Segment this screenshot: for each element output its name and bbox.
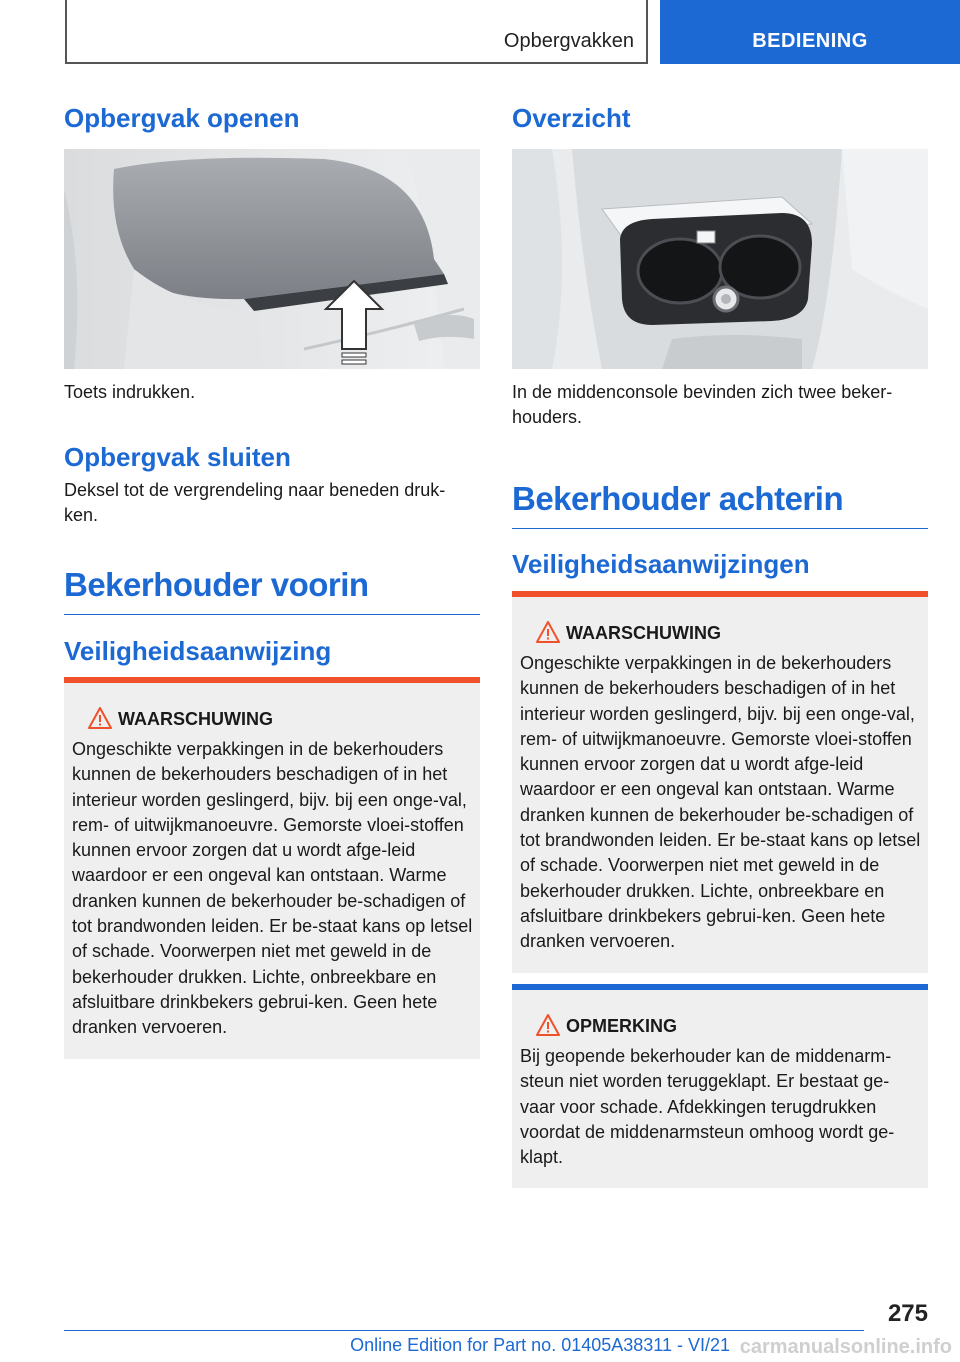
warning-triangle-icon [536, 1014, 560, 1036]
footer-edition: Online Edition for Part no. 01405A38311 - VI/21 [350, 1335, 730, 1355]
page-number: 275 [887, 1300, 928, 1327]
warning-triangle-icon [88, 707, 112, 729]
front-warning-box [64, 677, 480, 1059]
note-header [520, 1014, 920, 1038]
header-chapter-title: BEDIENING [752, 30, 868, 52]
warning-text: Ongeschikte verpakkingen in de bekerhouders kunnen de bekerhouders beschadigen of in het interieur worden geslingerd, bijv. bij een onge-val, rem- of uitwijkmanoeuvre. Gemorste vloei-stoffen kunnen ervoor zorgen dat u wordt afge-leid waardoor er een ongeval kan ontstaan. Warme dranken kunnen de bekerhouder be-schadigen of tot brandwonden leiden. Er be-staat kans op letsel of schade. Voorwerpen niet met geweld in de bekerhouder drukken. Lichte, onbreekbare en afsluitbare drinkbekers gebrui-ken. Geen hete dranken vervoeren. [520, 653, 921, 952]
note-text: Bij geopende bekerhouder kan de middenarm-steun niet worden teruggeklapt. Er bestaat ge-vaar voor schade. Afdekkingen terugdrukken voordat de middenarmsteun omhoog wordt ge-klapt. [520, 1046, 895, 1168]
note-title: OPMERKING [566, 1016, 678, 1036]
note-box [512, 984, 928, 1188]
header-section-tab [65, 0, 648, 64]
console-photo [512, 149, 928, 369]
warning-header [72, 707, 472, 731]
warning-triangle-icon [536, 621, 560, 643]
watermark: carmanualsonline.info [739, 1336, 952, 1358]
open-caption: Toets indrukken. [64, 382, 196, 402]
header-chapter-tab [660, 0, 960, 64]
overview-caption: In de middenconsole bevinden zich twee beker-houders. [512, 382, 893, 427]
front-safety-heading: Veiligheidsaanwijzing [64, 636, 332, 666]
front-cupholder-heading: Bekerhouder voorin [64, 566, 480, 615]
warning-title: WAARSCHUWING [118, 709, 273, 729]
rear-safety-heading: Veiligheidsaanwijzingen [512, 549, 810, 579]
armrest-photo [64, 149, 480, 369]
close-text: Deksel tot de vergrendeling naar beneden druk-ken. [64, 480, 446, 525]
rear-cupholder-heading: Bekerhouder achterin [512, 480, 928, 529]
rear-warning-box [512, 591, 928, 973]
header-section-title: Opbergvakken [503, 30, 634, 52]
close-heading: Opbergvak sluiten [64, 442, 291, 472]
warning-title: WAARSCHUWING [566, 623, 721, 643]
overview-heading: Overzicht [512, 103, 631, 133]
footer-divider [64, 1330, 864, 1331]
open-heading: Opbergvak openen [64, 103, 300, 133]
warning-text: Ongeschikte verpakkingen in de bekerhouders kunnen de bekerhouders beschadigen of in het interieur worden geslingerd, bijv. bij een onge-val, rem- of uitwijkmanoeuvre. Gemorste vloei-stoffen kunnen ervoor zorgen dat u wordt afge-leid waardoor er een ongeval kan ontstaan. Warme dranken kunnen de bekerhouder be-schadigen of tot brandwonden leiden. Er be-staat kans op letsel of schade. Voorwerpen niet met geweld in de bekerhouder drukken. Lichte, onbreekbare en afsluitbare drinkbekers gebrui-ken. Geen hete dranken vervoeren. [72, 739, 473, 1038]
warning-header [520, 621, 920, 645]
